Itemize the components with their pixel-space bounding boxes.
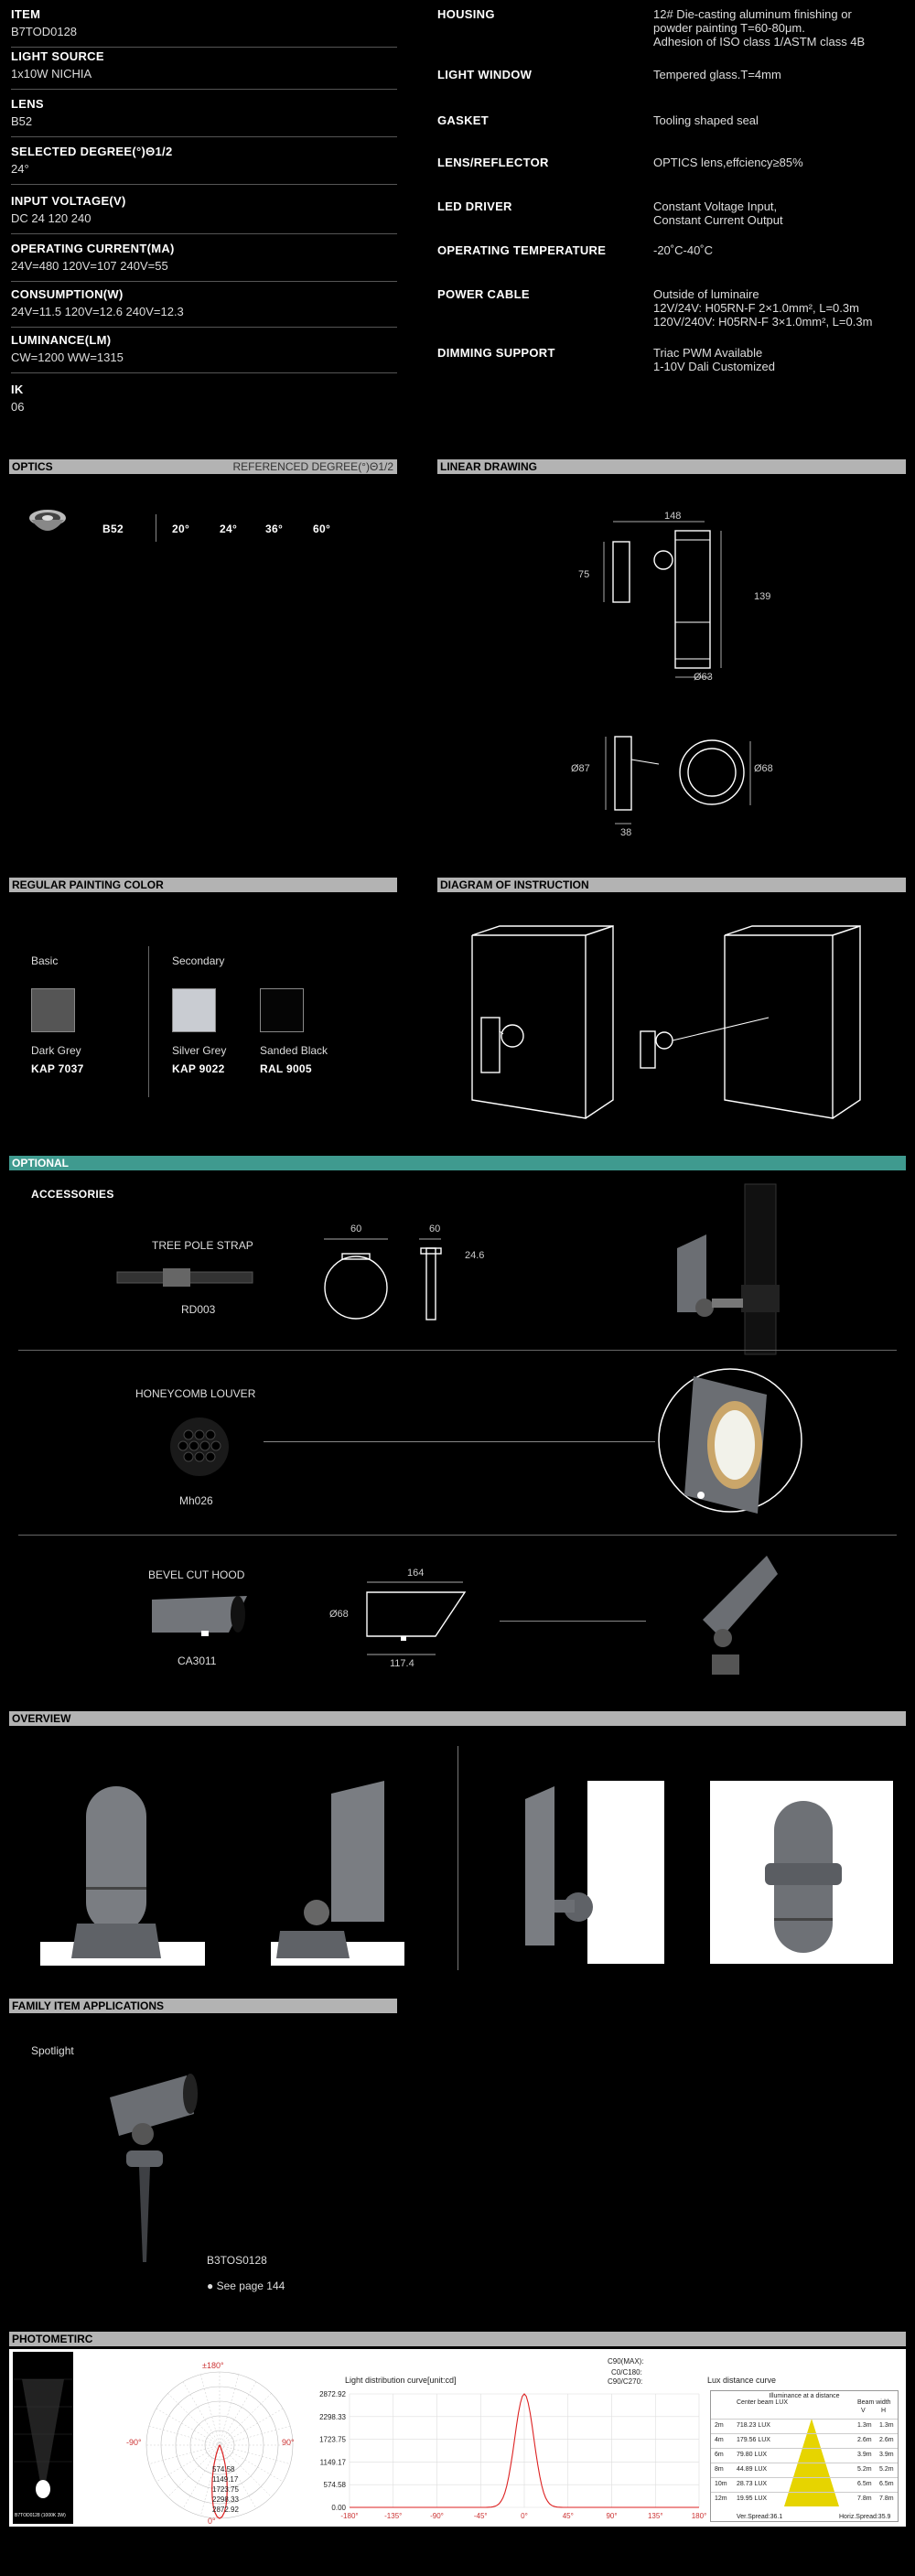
optics-degree-36: 36° bbox=[265, 523, 284, 535]
strap-dim-1: 60 bbox=[350, 1223, 362, 1234]
curve-y-tick: 574.58 bbox=[323, 2481, 346, 2490]
spec-value-line: 1-10V Dali Customized bbox=[653, 360, 775, 373]
lux-cell-d: 2m bbox=[715, 2422, 724, 2429]
secondary-label: Secondary bbox=[172, 954, 225, 967]
horiz-spread: Horiz.Spread:35.9 bbox=[839, 2514, 891, 2520]
lux-cell-h: 1.3m bbox=[879, 2422, 894, 2429]
light-distribution-chart bbox=[304, 2387, 706, 2526]
spec-row-left bbox=[11, 383, 397, 423]
beam-thumbnail bbox=[13, 2352, 73, 2524]
dim-o87: Ø87 bbox=[571, 763, 590, 774]
polar-ring-value: 1723.75 bbox=[212, 2485, 239, 2494]
polar-right-label: 90° bbox=[282, 2438, 295, 2447]
curve-y-tick: 1723.75 bbox=[319, 2435, 346, 2444]
curve-y-tick: 2872.92 bbox=[319, 2390, 346, 2398]
louver-detail-image bbox=[657, 1367, 803, 1514]
louver-line bbox=[264, 1441, 655, 1442]
hood-dim-164: 164 bbox=[407, 1568, 425, 1579]
lux-cell-h: 7.8m bbox=[879, 2495, 894, 2502]
lux-cell-d: 10m bbox=[715, 2481, 727, 2487]
lux-cell-d: 8m bbox=[715, 2466, 724, 2473]
strap-code: RD003 bbox=[181, 1303, 216, 1316]
hood-code: CA3011 bbox=[178, 1654, 217, 1667]
spec-value bbox=[653, 113, 759, 127]
dim-75: 75 bbox=[578, 569, 590, 580]
spec-row-left bbox=[11, 49, 397, 90]
swatch-sanded-black bbox=[260, 988, 304, 1032]
lux-sub-v: V bbox=[861, 2408, 866, 2414]
spec-value bbox=[653, 156, 803, 169]
hood-line bbox=[500, 1621, 646, 1622]
lux-cell-v: 1.3m bbox=[857, 2422, 872, 2429]
basic-label: Basic bbox=[31, 954, 59, 967]
hood-name: BEVEL CUT HOOD bbox=[148, 1568, 245, 1581]
lux-cell-lux: 44.89 LUX bbox=[737, 2466, 768, 2473]
color-name-silver-grey: Silver Grey bbox=[172, 1044, 227, 1057]
optics-title: OPTICS bbox=[12, 460, 53, 473]
strap-image bbox=[117, 1265, 253, 1292]
spec-value-line: -20˚C-40˚C bbox=[653, 243, 714, 257]
curve-x-tick: 0° bbox=[521, 2512, 528, 2520]
spec-label: LIGHT WINDOW bbox=[437, 68, 533, 81]
legend-c90c270: C90/C270: bbox=[608, 2377, 643, 2386]
overview-wall-side-image bbox=[518, 1781, 664, 1964]
spec-row-right bbox=[437, 156, 904, 201]
spec-value-line: Adhesion of ISO class 1/ASTM class 4B bbox=[653, 35, 866, 49]
curve-x-tick: -45° bbox=[473, 2512, 488, 2520]
spec-value: 24V=11.5 120V=12.6 240V=12.3 bbox=[11, 305, 184, 318]
spec-value: DC 24 120 240 bbox=[11, 211, 92, 225]
hood-dim-117: 117.4 bbox=[390, 1658, 414, 1669]
polar-bottom-label: 0° bbox=[208, 2517, 216, 2526]
strap-drawing bbox=[322, 1237, 459, 1329]
family-bar bbox=[9, 1999, 397, 2013]
spec-label: INPUT VOLTAGE(V) bbox=[11, 194, 126, 208]
spec-row-right bbox=[437, 287, 904, 333]
dim-148: 148 bbox=[664, 511, 682, 522]
overview-bar bbox=[9, 1711, 906, 1726]
spec-label: LUMINANCE(LM) bbox=[11, 333, 112, 347]
curve-title: Light distribution curve[unit:cd] bbox=[345, 2376, 457, 2385]
lens-icon bbox=[27, 505, 68, 542]
spec-label: LIGHT SOURCE bbox=[11, 49, 104, 63]
instruction-diagram bbox=[467, 926, 878, 1127]
spec-value bbox=[653, 346, 775, 373]
lux-curve-title: Lux distance curve bbox=[707, 2376, 777, 2385]
lux-cell-v: 2.6m bbox=[857, 2437, 872, 2443]
spec-value: 06 bbox=[11, 400, 25, 414]
instruction-title: DIAGRAM OF INSTRUCTION bbox=[440, 878, 589, 891]
curve-x-tick: -135° bbox=[384, 2512, 403, 2520]
family-title: FAMILY ITEM APPLICATIONS bbox=[12, 1999, 165, 2012]
spec-label: LENS bbox=[11, 97, 44, 111]
polar-ring-value: 2298.33 bbox=[212, 2495, 239, 2504]
spec-row-right bbox=[437, 346, 904, 392]
polar-top-label: ±180° bbox=[202, 2361, 224, 2370]
lux-cell-lux: 718.23 LUX bbox=[737, 2422, 770, 2429]
painting-bar bbox=[9, 878, 397, 892]
bevel-hood-image bbox=[146, 1594, 256, 1638]
spec-label: LED DRIVER bbox=[437, 199, 512, 213]
spec-value: B52 bbox=[11, 114, 33, 128]
instruction-bar bbox=[437, 878, 906, 892]
spec-label: SELECTED DEGREE(°)Θ1/2 bbox=[11, 145, 173, 158]
optics-ref-degree: REFERENCED DEGREE(°)Θ1/2 bbox=[232, 460, 393, 473]
spec-value-line: powder painting T=60-80μm. bbox=[653, 21, 805, 35]
linear-drawing-bar bbox=[437, 459, 906, 474]
spec-value: 24V=480 120V=107 240V=55 bbox=[11, 259, 168, 273]
spec-value-line: Constant Current Output bbox=[653, 213, 783, 227]
spec-value-line: OPTICS lens,effciency≥85% bbox=[653, 156, 803, 169]
spec-value bbox=[653, 68, 781, 81]
spec-row-left bbox=[11, 97, 397, 137]
lux-cell-v: 5.2m bbox=[857, 2466, 872, 2473]
spec-value-line: Tooling shaped seal bbox=[653, 113, 759, 127]
lux-cell-d: 6m bbox=[715, 2452, 724, 2458]
spec-label: OPERATING TEMPERATURE bbox=[437, 243, 607, 257]
lux-cell-d: 12m bbox=[715, 2495, 727, 2502]
louver-code: Mh026 bbox=[179, 1494, 213, 1507]
strap-dim-2: 60 bbox=[429, 1223, 441, 1234]
overview-side-image bbox=[271, 1775, 404, 1969]
overview-front-image bbox=[40, 1777, 205, 1969]
lux-cell-h: 5.2m bbox=[879, 2466, 894, 2473]
legend-c90max: C90(MAX): bbox=[608, 2357, 644, 2366]
spec-label: HOUSING bbox=[437, 7, 495, 21]
spec-label: IK bbox=[11, 383, 24, 396]
spec-label: LENS/REFLECTOR bbox=[437, 156, 549, 169]
lux-col-center: Center beam LUX bbox=[737, 2399, 789, 2406]
lux-sub-h: H bbox=[881, 2408, 887, 2414]
polar-ring-value: 1149.17 bbox=[212, 2475, 239, 2484]
color-name-dark-grey: Dark Grey bbox=[31, 1044, 81, 1057]
louver-name: HONEYCOMB LOUVER bbox=[135, 1387, 256, 1400]
overview-title: OVERVIEW bbox=[12, 1712, 71, 1725]
family-spotlight-label: Spotlight bbox=[31, 2044, 74, 2057]
spec-label: ITEM bbox=[11, 7, 41, 21]
linear-drawing-title: LINEAR DRAWING bbox=[440, 460, 537, 473]
beam-thumbnail-caption: B7TOD0128 (1000K 3W) bbox=[15, 2513, 66, 2518]
spec-value-line: 120V/240V: H05RN-F 3×1.0mm², L=0.3m bbox=[653, 315, 873, 329]
strap-dim-3: 24.6 bbox=[465, 1250, 485, 1261]
lux-cell-v: 7.8m bbox=[857, 2495, 872, 2502]
lux-cell-h: 6.5m bbox=[879, 2481, 894, 2487]
spec-row-left bbox=[11, 7, 397, 48]
linear-drawing-back bbox=[604, 732, 759, 833]
hood-drawing bbox=[362, 1578, 472, 1660]
lux-row bbox=[711, 2477, 898, 2491]
spec-row-left bbox=[11, 194, 397, 234]
spec-row-left bbox=[11, 145, 397, 185]
optics-degree-24: 24° bbox=[220, 523, 238, 535]
spec-label: DIMMING SUPPORT bbox=[437, 346, 555, 360]
spec-row-left bbox=[11, 333, 397, 373]
spec-value-line: Outside of luminaire bbox=[653, 287, 759, 301]
spec-row-right bbox=[437, 68, 904, 113]
family-see-page: ● See page 144 bbox=[207, 2280, 285, 2292]
painting-title: REGULAR PAINTING COLOR bbox=[12, 878, 164, 891]
spec-label: POWER CABLE bbox=[437, 287, 530, 301]
honeycomb-louver-image bbox=[167, 1417, 232, 1477]
spec-row-right bbox=[437, 243, 904, 289]
curve-x-tick: 135° bbox=[647, 2512, 663, 2520]
lux-cell-h: 2.6m bbox=[879, 2437, 894, 2443]
optics-degree-20: 20° bbox=[172, 523, 190, 535]
hood-dim-o68: Ø68 bbox=[329, 1609, 349, 1620]
spec-value: 1x10W NICHIA bbox=[11, 67, 92, 81]
spec-value bbox=[653, 7, 865, 49]
swatch-dark-grey bbox=[31, 988, 75, 1032]
lux-cell-lux: 179.56 LUX bbox=[737, 2437, 770, 2443]
lux-distance-table bbox=[710, 2390, 899, 2522]
spec-row-right bbox=[437, 199, 904, 245]
lux-row bbox=[711, 2492, 898, 2506]
photometric-title: PHOTOMETIRC bbox=[12, 2333, 93, 2345]
spec-value: CW=1200 WW=1315 bbox=[11, 350, 124, 364]
lux-col-beam: Beam width bbox=[857, 2399, 891, 2406]
linear-drawing-side bbox=[567, 503, 769, 686]
strap-name: TREE POLE STRAP bbox=[152, 1239, 253, 1252]
accessory-divider-1 bbox=[18, 1350, 897, 1351]
spec-value-line: Triac PWM Available bbox=[653, 346, 763, 360]
spec-row-right bbox=[437, 113, 904, 159]
dim-139: 139 bbox=[754, 591, 771, 602]
polar-ring-value: 574.58 bbox=[212, 2465, 235, 2474]
lux-cell-v: 3.9m bbox=[857, 2452, 872, 2458]
lux-cell-h: 3.9m bbox=[879, 2452, 894, 2458]
spotlight-image bbox=[99, 2070, 209, 2271]
spec-value-line: Tempered glass.T=4mm bbox=[653, 68, 781, 81]
accessory-divider-2 bbox=[18, 1535, 897, 1536]
color-name-sanded-black: Sanded Black bbox=[260, 1044, 328, 1057]
spec-label: CONSUMPTION(W) bbox=[11, 287, 124, 301]
polar-ring-value: 2872.92 bbox=[212, 2506, 239, 2514]
spec-row-left bbox=[11, 287, 397, 328]
lux-cell-lux: 28.73 LUX bbox=[737, 2481, 768, 2487]
curve-x-tick: -180° bbox=[340, 2512, 359, 2520]
spec-label: GASKET bbox=[437, 113, 489, 127]
curve-x-tick: -90° bbox=[430, 2512, 444, 2520]
spec-value-line: 12V/24V: H05RN-F 2×1.0mm², L=0.3m bbox=[653, 301, 859, 315]
lux-cell-v: 6.5m bbox=[857, 2481, 872, 2487]
lux-cell-lux: 79.80 LUX bbox=[737, 2452, 768, 2458]
curve-x-tick: 90° bbox=[606, 2512, 618, 2520]
swatch-silver-grey bbox=[172, 988, 216, 1032]
curve-x-tick: 180° bbox=[691, 2512, 707, 2520]
optics-bar bbox=[9, 459, 397, 474]
color-code-sanded-black: RAL 9005 bbox=[260, 1062, 312, 1075]
optics-degree-60: 60° bbox=[313, 523, 331, 535]
spec-value bbox=[653, 287, 872, 329]
spec-value: B7TOD0128 bbox=[11, 25, 78, 38]
lux-cell-d: 4m bbox=[715, 2437, 724, 2443]
optics-lens-name: B52 bbox=[102, 523, 124, 535]
strap-mounted-image bbox=[668, 1184, 787, 1354]
legend-c0c180: C0/C180: bbox=[611, 2368, 642, 2377]
dim-o63: Ø63 bbox=[694, 672, 713, 683]
lux-header: Illuminance at a distance bbox=[769, 2393, 840, 2399]
ver-spread: Ver.Spread:36.1 bbox=[737, 2514, 783, 2520]
lux-row bbox=[711, 2463, 898, 2476]
spec-value-line: 12# Die-casting aluminum finishing or bbox=[653, 7, 852, 21]
dim-38: 38 bbox=[620, 827, 632, 838]
spec-row-left bbox=[11, 242, 397, 282]
curve-y-tick: 2298.33 bbox=[319, 2412, 346, 2421]
overview-wall-front-image bbox=[710, 1781, 893, 1964]
curve-x-tick: 45° bbox=[562, 2512, 574, 2520]
polar-left-label: -90° bbox=[126, 2438, 142, 2447]
color-code-silver-grey: KAP 9022 bbox=[172, 1062, 225, 1075]
hood-mounted-image bbox=[684, 1547, 785, 1684]
accessories-heading: ACCESSORIES bbox=[31, 1188, 114, 1201]
dim-o68: Ø68 bbox=[754, 763, 773, 774]
spec-label: OPERATING CURRENT(MA) bbox=[11, 242, 175, 255]
optional-bar bbox=[9, 1156, 906, 1170]
spec-value bbox=[653, 199, 783, 227]
painting-divider bbox=[148, 946, 149, 1097]
spec-row-right bbox=[437, 7, 904, 53]
lux-cell-lux: 19.95 LUX bbox=[737, 2495, 768, 2502]
curve-y-tick: 1149.17 bbox=[319, 2458, 346, 2467]
spec-value bbox=[653, 243, 713, 257]
color-code-dark-grey: KAP 7037 bbox=[31, 1062, 84, 1075]
lux-row bbox=[711, 2448, 898, 2462]
photometric-bar bbox=[9, 2332, 906, 2346]
spec-value: 24° bbox=[11, 162, 29, 176]
spec-value-line: Constant Voltage Input, bbox=[653, 199, 778, 213]
optional-title: OPTIONAL bbox=[12, 1157, 69, 1169]
curve-y-tick: 0.00 bbox=[331, 2504, 346, 2512]
lux-row bbox=[711, 2433, 898, 2447]
lux-row bbox=[711, 2419, 898, 2432]
family-code: B3TOS0128 bbox=[207, 2254, 267, 2267]
